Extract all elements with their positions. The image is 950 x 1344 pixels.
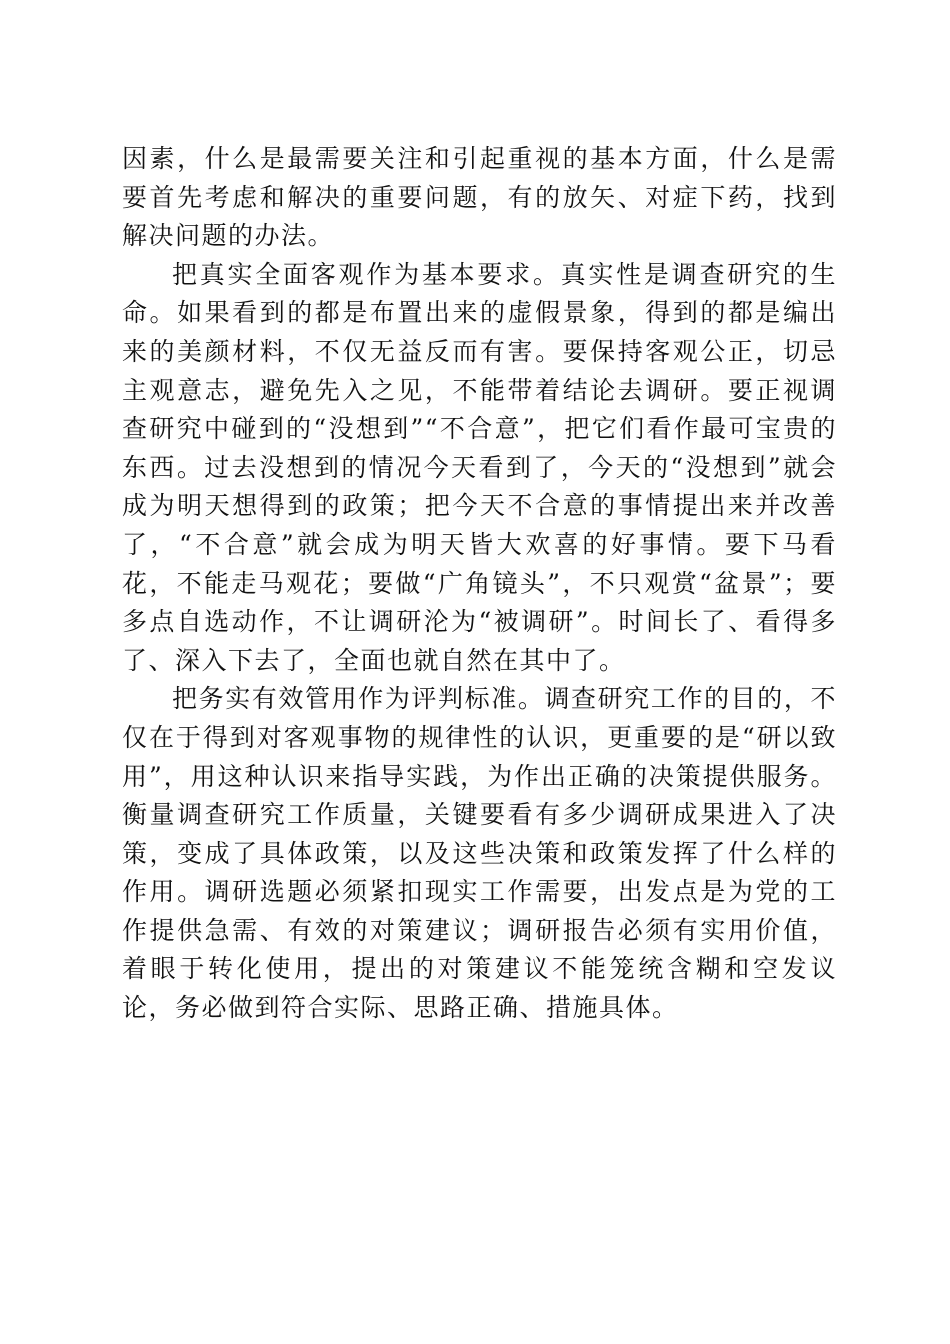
paragraph-3: 把务实有效管用作为评判标准。调查研究工作的目的，不仅在于得到对客观事物的规律性的认识，更重要的是“研以致用”，用这种认识来指导实践，为作出正确的决策提供服务。衡量调查研究工作质量，关键要看有多少调研成果进入了决策，变成了具体政策，以及这些决策和政策发挥了什么样的作用。调研选题必须紧扣现实工作需要，出发点是为党的工作提供急需、有效的对策建议；调研报告必须有实用价值，着眼于转化使用，提出的对策建议不能笼统含糊和空发议论，务必做到符合实际、思路正确、措施具体。 [122,684,837,1023]
paragraph-2: 把真实全面客观作为基本要求。真实性是调查研究的生命。如果看到的都是布置出来的虚假景象，得到的都是编出来的美颜材料，不仅无益反而有害。要保持客观公正，切忌主观意志，避免先入之见，不能带着结论去调研。要正视调查研究中碰到的“没想到”“不合意”，把它们看作最可宝贵的东西。过去没想到的情况今天看到了，今天的“没想到”就会成为明天想得到的政策；把今天不合意的事情提出来并改善了，“不合意”就会成为明天皆大欢喜的好事情。要下马看花，不能走马观花；要做“广角镜头”，不只观赏“盆景”；要多点自选动作，不让调研沦为“被调研”。时间长了、看得多了、深入下去了，全面也就自然在其中了。 [122,259,837,675]
document-body [122,140,837,1028]
paragraph-1: 因素，什么是最需要关注和引起重视的基本方面，什么是需要首先考虑和解决的重要问题，有的放矢、对症下药，找到解决问题的办法。 [122,144,837,251]
